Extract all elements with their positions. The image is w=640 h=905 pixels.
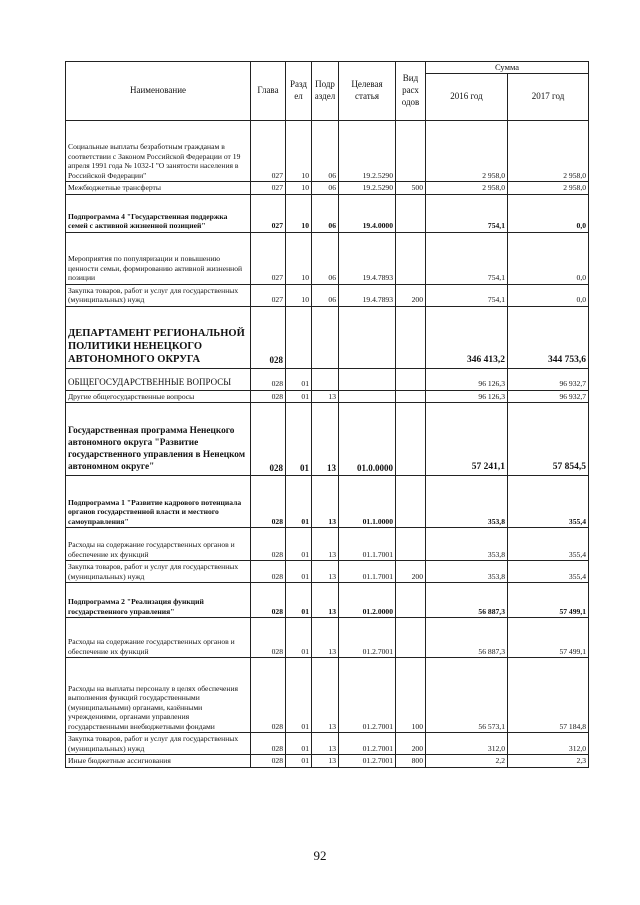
row-target: 19.2.5290 (339, 121, 396, 182)
row-2016: 57 241,1 (426, 403, 508, 476)
table-row (66, 561, 589, 583)
row-podrazdel: 13 (312, 528, 339, 561)
row-razdel: 01 (286, 618, 312, 658)
row-podrazdel: 13 (312, 733, 339, 755)
row-vid (396, 390, 426, 402)
row-vid (396, 528, 426, 561)
row-target (339, 368, 396, 390)
row-target: 01.2.0000 (339, 583, 396, 618)
row-vid (396, 232, 426, 284)
row-razdel: 01 (286, 368, 312, 390)
row-2017: 0,0 (508, 194, 589, 232)
row-glava: 028 (251, 390, 286, 402)
row-name: Расходы на выплаты персоналу в целях обеспечения выполнения функций государственными (муниципальными) органами, казёнными учреждениями, органами управления государственными внебюджетными фондами (66, 658, 251, 733)
row-2017: 2 958,0 (508, 182, 589, 194)
row-glava: 027 (251, 284, 286, 306)
row-name: Расходы на содержание государственных органов и обеспечение их функций (66, 618, 251, 658)
row-vid: 200 (396, 284, 426, 306)
row-name: Другие общегосударственные вопросы (66, 390, 251, 402)
row-vid: 500 (396, 182, 426, 194)
row-glava: 028 (251, 618, 286, 658)
row-name: Закупка товаров, работ и услуг для государственных (муниципальных) нужд (66, 733, 251, 755)
row-vid (396, 194, 426, 232)
col-glava-header: Глава (251, 62, 286, 121)
row-2016: 56 887,3 (426, 583, 508, 618)
table-row (66, 368, 589, 390)
row-podrazdel (312, 306, 339, 368)
row-glava: 028 (251, 476, 286, 528)
table-row (66, 390, 589, 402)
table-row (66, 583, 589, 618)
row-2017: 355,4 (508, 528, 589, 561)
row-podrazdel: 13 (312, 390, 339, 402)
row-target: 01.2.7001 (339, 618, 396, 658)
row-glava: 028 (251, 733, 286, 755)
row-2016: 353,8 (426, 476, 508, 528)
row-2016: 353,8 (426, 528, 508, 561)
table-row (66, 618, 589, 658)
row-2017: 57 499,1 (508, 583, 589, 618)
row-2017: 96 932,7 (508, 368, 589, 390)
row-2016: 2,2 (426, 755, 508, 767)
row-vid: 800 (396, 755, 426, 767)
row-vid: 200 (396, 561, 426, 583)
row-vid: 200 (396, 733, 426, 755)
row-target: 01.2.7001 (339, 755, 396, 767)
page-number: 92 (313, 848, 327, 863)
row-name: Закупка товаров, работ и услуг для государственных (муниципальных) нужд (66, 561, 251, 583)
table-row (66, 755, 589, 767)
row-name: Подпрограмма 1 "Развитие кадрового потенциала органов государственной власти и местного самоуправления" (66, 476, 251, 528)
row-razdel: 01 (286, 561, 312, 583)
row-name: Расходы на содержание государственных органов и обеспечение их функций (66, 528, 251, 561)
row-target: 19.4.7893 (339, 284, 396, 306)
row-2016: 96 126,3 (426, 390, 508, 402)
row-razdel (286, 306, 312, 368)
row-vid (396, 306, 426, 368)
col-target-header: Целевая статья (339, 62, 396, 121)
row-razdel: 01 (286, 403, 312, 476)
row-name: ОБЩЕГОСУДАРСТВЕННЫЕ ВОПРОСЫ (66, 368, 251, 390)
table-row (66, 194, 589, 232)
row-glava: 027 (251, 194, 286, 232)
row-vid: 100 (396, 658, 426, 733)
col-podrazdel-header: Подр аздел (312, 62, 339, 121)
row-target: 01.2.7001 (339, 658, 396, 733)
col-2016-header: 2016 год (426, 74, 508, 121)
row-glava: 028 (251, 561, 286, 583)
row-podrazdel: 13 (312, 658, 339, 733)
row-target: 01.0.0000 (339, 403, 396, 476)
table-row (66, 284, 589, 306)
row-glava: 027 (251, 182, 286, 194)
row-target (339, 306, 396, 368)
row-podrazdel: 06 (312, 194, 339, 232)
row-podrazdel: 13 (312, 403, 339, 476)
row-razdel: 10 (286, 284, 312, 306)
row-glava: 028 (251, 755, 286, 767)
row-name: Подпрограмма 2 "Реализация функций государственного управления" (66, 583, 251, 618)
row-target: 01.1.0000 (339, 476, 396, 528)
table-row (66, 528, 589, 561)
table-row (66, 306, 589, 368)
row-vid (396, 403, 426, 476)
table-row (66, 232, 589, 284)
col-name-header: Наименование (66, 62, 251, 121)
row-2016: 754,1 (426, 284, 508, 306)
row-razdel: 10 (286, 182, 312, 194)
row-2016: 754,1 (426, 194, 508, 232)
row-razdel: 10 (286, 194, 312, 232)
row-podrazdel: 13 (312, 476, 339, 528)
row-vid (396, 368, 426, 390)
row-podrazdel: 13 (312, 755, 339, 767)
col-razdel-header: Разд ел (286, 62, 312, 121)
row-2016: 353,8 (426, 561, 508, 583)
budget-table (65, 61, 589, 768)
row-target: 01.1.7001 (339, 561, 396, 583)
row-razdel: 01 (286, 755, 312, 767)
row-2016: 96 126,3 (426, 368, 508, 390)
row-podrazdel: 13 (312, 561, 339, 583)
row-podrazdel: 13 (312, 618, 339, 658)
row-2017: 355,4 (508, 476, 589, 528)
row-target: 19.2.5290 (339, 182, 396, 194)
row-razdel: 01 (286, 583, 312, 618)
row-2017: 2,3 (508, 755, 589, 767)
row-podrazdel: 13 (312, 583, 339, 618)
row-razdel: 01 (286, 733, 312, 755)
table-row (66, 476, 589, 528)
row-2016: 754,1 (426, 232, 508, 284)
row-glava: 028 (251, 658, 286, 733)
row-name: Подпрограмма 4 "Государственная поддержка семей с активной жизненной позицией" (66, 194, 251, 232)
table-row (66, 403, 589, 476)
row-name: ДЕПАРТАМЕНТ РЕГИОНАЛЬНОЙ ПОЛИТИКИ НЕНЕЦКОГО АВТОНОМНОГО ОКРУГА (66, 306, 251, 368)
row-glava: 028 (251, 368, 286, 390)
row-target: 01.2.7001 (339, 733, 396, 755)
row-razdel: 01 (286, 390, 312, 402)
row-2017: 355,4 (508, 561, 589, 583)
row-target: 19.4.7893 (339, 232, 396, 284)
row-target: 01.1.7001 (339, 528, 396, 561)
row-vid (396, 121, 426, 182)
row-vid (396, 583, 426, 618)
row-target: 19.4.0000 (339, 194, 396, 232)
row-target (339, 390, 396, 402)
row-glava: 028 (251, 306, 286, 368)
table-row (66, 121, 589, 182)
row-2017: 312,0 (508, 733, 589, 755)
row-razdel: 10 (286, 121, 312, 182)
row-podrazdel: 06 (312, 232, 339, 284)
header-row-top (66, 62, 589, 74)
row-glava: 028 (251, 583, 286, 618)
row-podrazdel (312, 368, 339, 390)
row-2017: 57 499,1 (508, 618, 589, 658)
row-name: Социальные выплаты безработным гражданам в соответствии с Законом Российской Федерации от 19 апреля 1991 года № 1032-I "О занятости населения в Российской Федерации" (66, 121, 251, 182)
row-2016: 2 958,0 (426, 182, 508, 194)
row-podrazdel: 06 (312, 284, 339, 306)
col-vid-header: Вид расх одов (396, 62, 426, 121)
row-glava: 027 (251, 121, 286, 182)
row-razdel: 01 (286, 476, 312, 528)
row-name: Закупка товаров, работ и услуг для государственных (муниципальных) нужд (66, 284, 251, 306)
row-glava: 028 (251, 403, 286, 476)
row-razdel: 01 (286, 528, 312, 561)
table-row (66, 658, 589, 733)
row-2017: 96 932,7 (508, 390, 589, 402)
row-2017: 344 753,6 (508, 306, 589, 368)
col-sum-header: Сумма (426, 62, 589, 74)
row-2016: 56 887,3 (426, 618, 508, 658)
row-podrazdel: 06 (312, 182, 339, 194)
row-2016: 346 413,2 (426, 306, 508, 368)
row-2017: 57 184,8 (508, 658, 589, 733)
row-razdel: 10 (286, 232, 312, 284)
col-2017-header: 2017 год (508, 74, 589, 121)
row-2017: 57 854,5 (508, 403, 589, 476)
row-2017: 2 958,0 (508, 121, 589, 182)
row-glava: 027 (251, 232, 286, 284)
table-row (66, 733, 589, 755)
table-row (66, 182, 589, 194)
row-2016: 2 958,0 (426, 121, 508, 182)
row-2017: 0,0 (508, 232, 589, 284)
row-2017: 0,0 (508, 284, 589, 306)
row-razdel: 01 (286, 658, 312, 733)
row-name: Мероприятия по популяризации и повышению ценности семьи, формированию активной жизненной позиции (66, 232, 251, 284)
row-name: Иные бюджетные ассигнования (66, 755, 251, 767)
row-name: Межбюджетные трансферты (66, 182, 251, 194)
row-2016: 56 573,1 (426, 658, 508, 733)
row-glava: 028 (251, 528, 286, 561)
row-podrazdel: 06 (312, 121, 339, 182)
row-name: Государственная программа Ненецкого автономного округа "Развитие государственного управления в Ненецком автономном округе" (66, 403, 251, 476)
row-2016: 312,0 (426, 733, 508, 755)
row-vid (396, 476, 426, 528)
row-vid (396, 618, 426, 658)
